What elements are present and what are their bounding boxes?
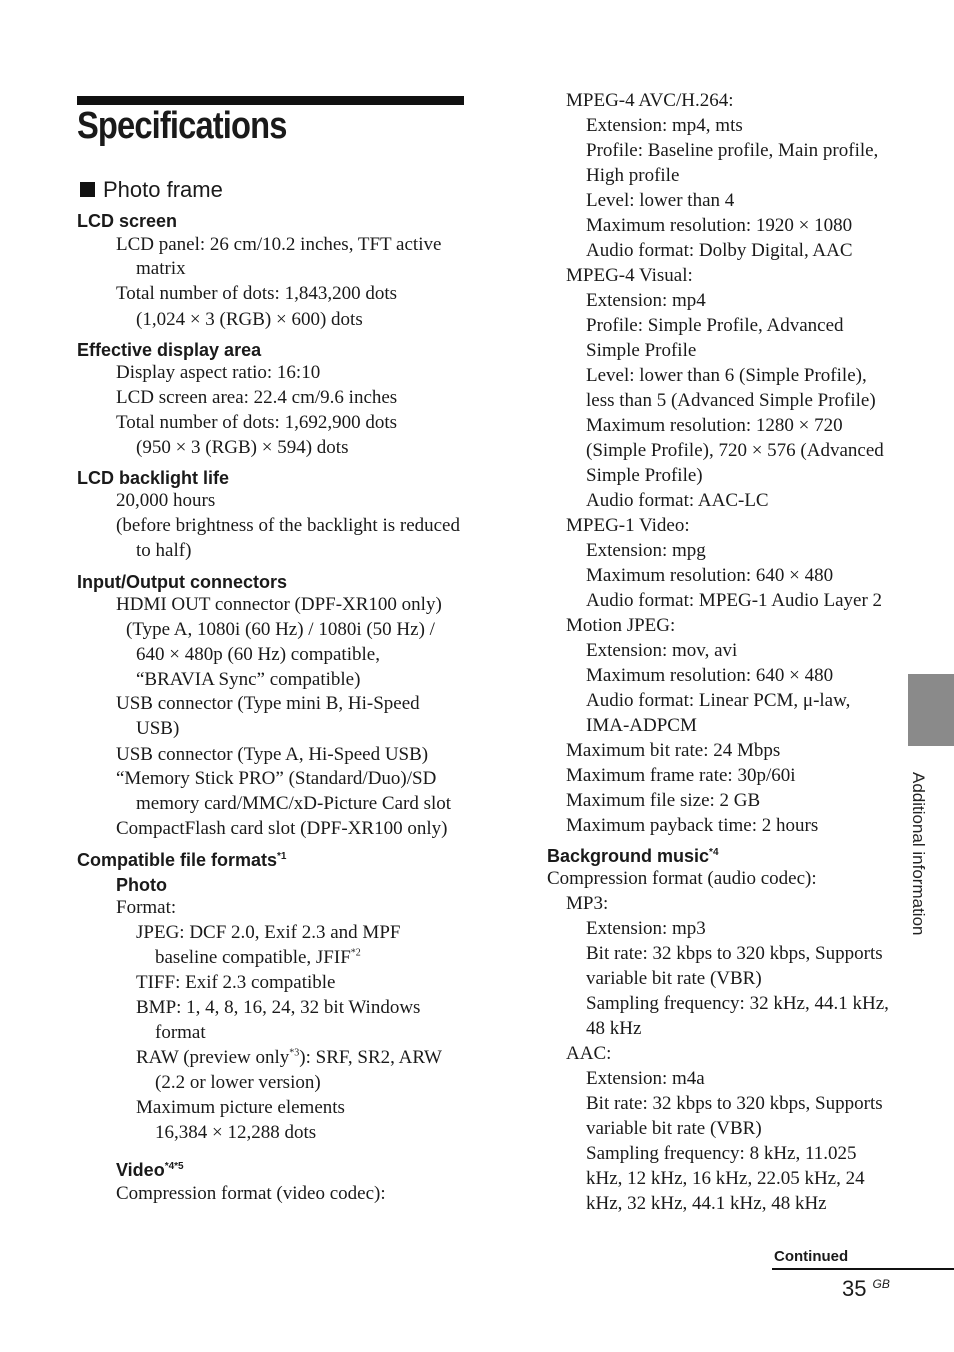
right-column-text-line — [586, 1166, 865, 1191]
left-column-text-line — [116, 742, 428, 767]
right-column-text-line — [586, 538, 706, 563]
page-suffix: GB — [872, 1277, 890, 1291]
left-column-text-line — [136, 307, 363, 332]
right-column-text-line — [586, 1191, 827, 1216]
right-column-text-line — [586, 1141, 857, 1166]
left-column-text-line — [116, 691, 420, 716]
left-column-text-line — [136, 920, 400, 945]
left-column-heading — [77, 209, 177, 234]
line-text: Extension: mp3 — [586, 918, 706, 939]
left-column-text-line — [136, 435, 348, 460]
line-text: LCD backlight life — [77, 468, 230, 488]
line-text: baseline compatible, JFIF — [155, 947, 351, 968]
left-column-text-line — [136, 1045, 442, 1070]
line-text: kHz, 12 kHz, 16 kHz, 22.05 kHz, 24 — [586, 1168, 865, 1189]
line-text: Maximum payback time: 2 hours — [566, 815, 819, 836]
left-column-text-line — [136, 791, 451, 816]
line-text: Display aspect ratio: 16:10 — [116, 362, 321, 383]
right-column-text-line — [586, 663, 833, 688]
left-column-text-line — [116, 895, 176, 920]
line-text: Maximum frame rate: 30p/60i — [566, 765, 796, 786]
footnote-marker: *4*5 — [164, 1161, 184, 1172]
right-column-text-line — [566, 891, 608, 916]
line-text: (2.2 or lower version) — [155, 1072, 321, 1093]
line-text: Motion JPEG: — [566, 615, 676, 636]
line-text: (1,024 × 3 (RGB) × 600) dots — [136, 309, 363, 330]
right-column-text-line — [586, 138, 878, 163]
page-title: Specifications — [77, 105, 287, 147]
line-text: TIFF: Exif 2.3 compatible — [136, 972, 336, 993]
left-column-text-line — [116, 1181, 386, 1206]
right-column-text-line — [586, 916, 706, 941]
line-text: Audio format: AAC-LC — [586, 490, 769, 511]
line-text: Maximum resolution: 1920 × 1080 — [586, 215, 853, 236]
line-text: “Memory Stick PRO” (Standard/Duo)/SD — [116, 768, 437, 789]
line-text: Total number of dots: 1,692,900 dots — [116, 412, 398, 433]
line-text: LCD screen — [77, 211, 178, 231]
line-text: Format: — [116, 897, 177, 918]
right-column-text-line — [586, 313, 844, 338]
left-column-text-line — [116, 385, 397, 410]
line-text: Maximum resolution: 1280 × 720 — [586, 415, 843, 436]
line-text: Level: lower than 4 — [586, 190, 735, 211]
right-column-text-line — [566, 513, 690, 538]
line-text: Maximum resolution: 640 × 480 — [586, 565, 834, 586]
line-text: Simple Profile — [586, 340, 697, 361]
left-column-text-line — [116, 232, 441, 257]
left-column-heading — [77, 848, 286, 873]
line-text: 640 × 480p (60 Hz) compatible, — [136, 644, 380, 665]
line-text: (Type A, 1080i (60 Hz) / 1080i (50 Hz) / — [126, 619, 435, 640]
right-column-text-line — [586, 388, 876, 413]
right-column-text-line — [566, 738, 780, 763]
right-column-text-line — [586, 966, 762, 991]
line-text: Bit rate: 32 kbps to 320 kbps, Supports — [586, 943, 883, 964]
right-column-text-line — [547, 866, 817, 891]
right-column-text-line — [566, 613, 675, 638]
right-column-text-line — [586, 488, 769, 513]
right-column-text-line — [566, 763, 796, 788]
right-column-text-line — [586, 438, 884, 463]
line-text: JPEG: DCF 2.0, Exif 2.3 and MPF — [136, 922, 401, 943]
line-text: variable bit rate (VBR) — [586, 1118, 762, 1139]
left-column-text-line — [136, 642, 380, 667]
line-text: Sampling frequency: 8 kHz, 11.025 — [586, 1143, 857, 1164]
left-column-text-line — [136, 995, 420, 1020]
right-column-text-line — [586, 991, 889, 1016]
left-column-text-line — [136, 256, 186, 281]
line-text: 48 kHz — [586, 1018, 642, 1039]
left-column-heading — [116, 1158, 184, 1183]
line-text: variable bit rate (VBR) — [586, 968, 762, 989]
line-text: Extension: mpg — [586, 540, 706, 561]
right-column-text-line — [586, 188, 734, 213]
side-tab-label: Additional information — [909, 772, 928, 936]
line-text: Extension: mp4 — [586, 290, 706, 311]
left-column-text-line — [136, 667, 360, 692]
footnote-marker: *4 — [709, 847, 719, 858]
left-column-text-line — [136, 716, 179, 741]
line-text: Sampling frequency: 32 kHz, 44.1 kHz, — [586, 993, 889, 1014]
line-text: LCD panel: 26 cm/10.2 inches, TFT active — [116, 234, 442, 255]
line-text: Photo — [116, 875, 167, 895]
line-text: Compatible file formats — [77, 850, 278, 870]
line-text: Maximum file size: 2 GB — [566, 790, 761, 811]
section-heading-text: Photo frame — [103, 177, 223, 202]
line-text: Video — [116, 1160, 165, 1180]
line-text-continued: ): SRF, SR2, ARW — [299, 1047, 442, 1068]
line-text: Compression format (video codec): — [116, 1183, 386, 1204]
right-column-text-line — [586, 113, 743, 138]
line-text: “BRAVIA Sync” compatible) — [136, 669, 361, 690]
line-text: Audio format: MPEG-1 Audio Layer 2 — [586, 590, 883, 611]
right-column-text-line — [566, 88, 734, 113]
right-column-text-line — [586, 363, 867, 388]
section-heading — [80, 176, 223, 204]
line-text: 16,384 × 12,288 dots — [155, 1122, 317, 1143]
line-text: USB) — [136, 718, 180, 739]
line-text: LCD screen area: 22.4 cm/9.6 inches — [116, 387, 398, 408]
left-column-text-line — [116, 592, 442, 617]
footnote-marker: *1 — [277, 851, 287, 862]
left-column-text-line — [126, 617, 435, 642]
right-column-text-line — [586, 941, 883, 966]
line-text: Maximum bit rate: 24 Mbps — [566, 740, 781, 761]
line-text: CompactFlash card slot (DPF-XR100 only) — [116, 818, 448, 839]
line-text: (950 × 3 (RGB) × 594) dots — [136, 437, 349, 458]
left-column-text-line — [155, 1020, 206, 1045]
left-column-text-line — [155, 945, 361, 970]
line-text: Effective display area — [77, 340, 262, 360]
line-text: Maximum resolution: 640 × 480 — [586, 665, 834, 686]
line-text: Simple Profile) — [586, 465, 703, 486]
right-column-text-line — [586, 463, 703, 488]
line-text: Extension: mp4, mts — [586, 115, 743, 136]
line-text: MP3: — [566, 893, 609, 914]
line-text: USB connector (Type mini B, Hi-Speed — [116, 693, 420, 714]
right-column-text-line — [586, 1091, 883, 1116]
line-text: HDMI OUT connector (DPF-XR100 only) — [116, 594, 442, 615]
page-number — [842, 1276, 890, 1302]
left-column-text-line — [155, 1070, 321, 1095]
line-text: memory card/MMC/xD-Picture Card slot — [136, 793, 452, 814]
line-text: (before brightness of the backlight is reduced — [116, 515, 460, 536]
line-text: RAW (preview only — [136, 1047, 290, 1068]
side-tab — [908, 674, 954, 746]
left-column-text-line — [116, 360, 320, 385]
line-text: 20,000 hours — [116, 490, 216, 511]
left-column-text-line — [116, 488, 215, 513]
line-text: Bit rate: 32 kbps to 320 kbps, Supports — [586, 1093, 883, 1114]
right-column-text-line — [586, 638, 737, 663]
line-text: Input/Output connectors — [77, 572, 287, 592]
right-column-text-line — [586, 413, 843, 438]
right-column-text-line — [586, 713, 697, 738]
line-text: MPEG-4 AVC/H.264: — [566, 90, 734, 111]
continued-label: Continued — [774, 1248, 849, 1265]
line-text: (Simple Profile), 720 × 576 (Advanced — [586, 440, 884, 461]
line-text: Profile: Simple Profile, Advanced — [586, 315, 844, 336]
line-text: Maximum picture elements — [136, 1097, 345, 1118]
line-text: USB connector (Type A, Hi-Speed USB) — [116, 744, 429, 765]
line-text: to half) — [136, 540, 192, 561]
right-column-text-line — [586, 163, 679, 188]
right-column-text-line — [566, 788, 760, 813]
line-text: Extension: m4a — [586, 1068, 705, 1089]
line-text: High profile — [586, 165, 680, 186]
line-text: AAC: — [566, 1043, 612, 1064]
line-text: format — [155, 1022, 206, 1043]
right-column-text-line — [586, 688, 850, 713]
line-text: Extension: mov, avi — [586, 640, 738, 661]
line-text: MPEG-4 Visual: — [566, 265, 693, 286]
line-text: Compression format (audio codec): — [547, 868, 817, 889]
footnote-marker: *2 — [350, 947, 361, 959]
right-column-text-line — [586, 238, 853, 263]
right-column-text-line — [586, 338, 696, 363]
right-column-text-line — [586, 563, 833, 588]
line-text: Level: lower than 6 (Simple Profile), — [586, 365, 867, 386]
left-column-text-line — [116, 816, 447, 841]
left-column-text-line — [136, 1095, 345, 1120]
line-text: BMP: 1, 4, 8, 16, 24, 32 bit Windows — [136, 997, 421, 1018]
line-text: Total number of dots: 1,843,200 dots — [116, 283, 398, 304]
line-text: Audio format: Dolby Digital, AAC — [586, 240, 853, 261]
left-column-text-line — [136, 970, 335, 995]
continued-rule — [772, 1268, 954, 1270]
line-text: MPEG-1 Video: — [566, 515, 690, 536]
line-text: IMA-ADPCM — [586, 715, 697, 736]
line-text: Audio format: Linear PCM, μ-law, — [586, 690, 851, 711]
left-column-text-line — [136, 538, 191, 563]
left-column-text-line — [116, 513, 460, 538]
right-column-text-line — [586, 288, 706, 313]
right-column-text-line — [586, 1066, 705, 1091]
line-text: less than 5 (Advanced Simple Profile) — [586, 390, 876, 411]
right-column-text-line — [586, 588, 882, 613]
line-text: kHz, 32 kHz, 44.1 kHz, 48 kHz — [586, 1193, 827, 1214]
line-text: matrix — [136, 258, 186, 279]
line-text: Background music — [547, 846, 710, 866]
page-number-value: 35 — [842, 1276, 867, 1301]
left-column-text-line — [116, 410, 397, 435]
left-column-text-line — [155, 1120, 316, 1145]
right-column-text-line — [586, 1116, 762, 1141]
right-column-text-line — [566, 1041, 611, 1066]
right-column-text-line — [566, 263, 693, 288]
footnote-marker: *3 — [289, 1047, 300, 1059]
right-column-text-line — [586, 213, 852, 238]
line-text: Profile: Baseline profile, Main profile, — [586, 140, 879, 161]
left-column-text-line — [116, 766, 436, 791]
square-bullet-icon — [80, 182, 95, 197]
right-column-text-line — [566, 813, 818, 838]
right-column-text-line — [586, 1016, 641, 1041]
left-column-text-line — [116, 281, 397, 306]
